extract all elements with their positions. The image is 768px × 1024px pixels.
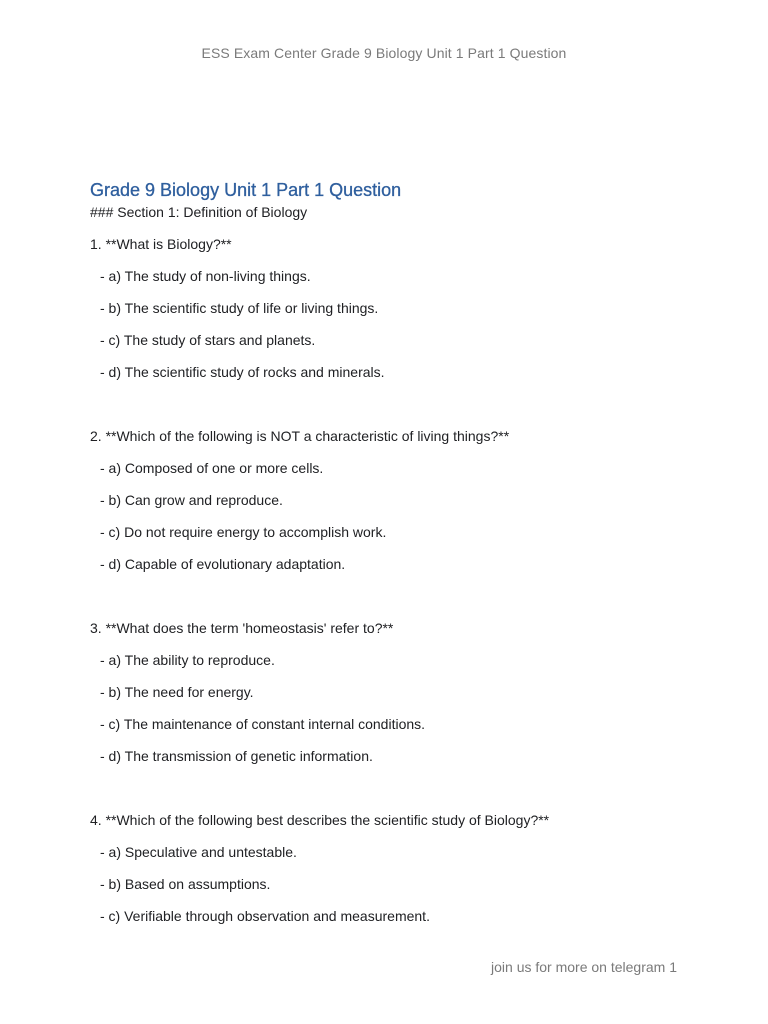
document-title: Grade 9 Biology Unit 1 Part 1 Question xyxy=(90,180,402,200)
option-a: - a) The ability to reproduce. xyxy=(100,652,275,668)
option-b: - b) Based on assumptions. xyxy=(100,876,271,892)
option-b: - b) The scientific study of life or living things. xyxy=(100,300,379,316)
option-c: - c) Do not require energy to accomplish work. xyxy=(100,524,387,540)
option-c: - c) The maintenance of constant internal conditions. xyxy=(100,716,426,732)
option-a: - a) The study of non-living things. xyxy=(100,268,311,284)
question-2 xyxy=(90,426,710,574)
answer-options xyxy=(90,266,710,382)
question-text: 3. **What does the term 'homeostasis' refer to?** xyxy=(90,620,394,636)
option-a: - a) Speculative and untestable. xyxy=(100,844,297,860)
page-header: ESS Exam Center Grade 9 Biology Unit 1 Part 1 Question xyxy=(201,45,567,61)
section-heading: ### Section 1: Definition of Biology xyxy=(90,204,308,220)
answer-options xyxy=(90,458,710,574)
question-1 xyxy=(90,234,710,382)
option-d: - d) Capable of evolutionary adaptation. xyxy=(100,556,346,572)
page-footer: join us for more on telegram 1 xyxy=(491,959,677,975)
option-d: - d) The transmission of genetic information. xyxy=(100,748,373,764)
question-4 xyxy=(90,810,710,926)
answer-options xyxy=(90,650,710,766)
option-b: - b) Can grow and reproduce. xyxy=(100,492,283,508)
option-d: - d) The scientific study of rocks and minerals. xyxy=(100,364,385,380)
option-a: - a) Composed of one or more cells. xyxy=(100,460,324,476)
option-c: - c) Verifiable through observation and measurement. xyxy=(100,908,430,924)
option-b: - b) The need for energy. xyxy=(100,684,254,700)
question-3 xyxy=(90,618,710,766)
document-body xyxy=(90,178,710,926)
answer-options xyxy=(90,842,710,926)
question-text: 2. **Which of the following is NOT a characteristic of living things?** xyxy=(90,428,510,444)
question-text: 1. **What is Biology?** xyxy=(90,236,232,252)
option-c: - c) The study of stars and planets. xyxy=(100,332,316,348)
question-text: 4. **Which of the following best describes the scientific study of Biology?** xyxy=(90,812,550,828)
